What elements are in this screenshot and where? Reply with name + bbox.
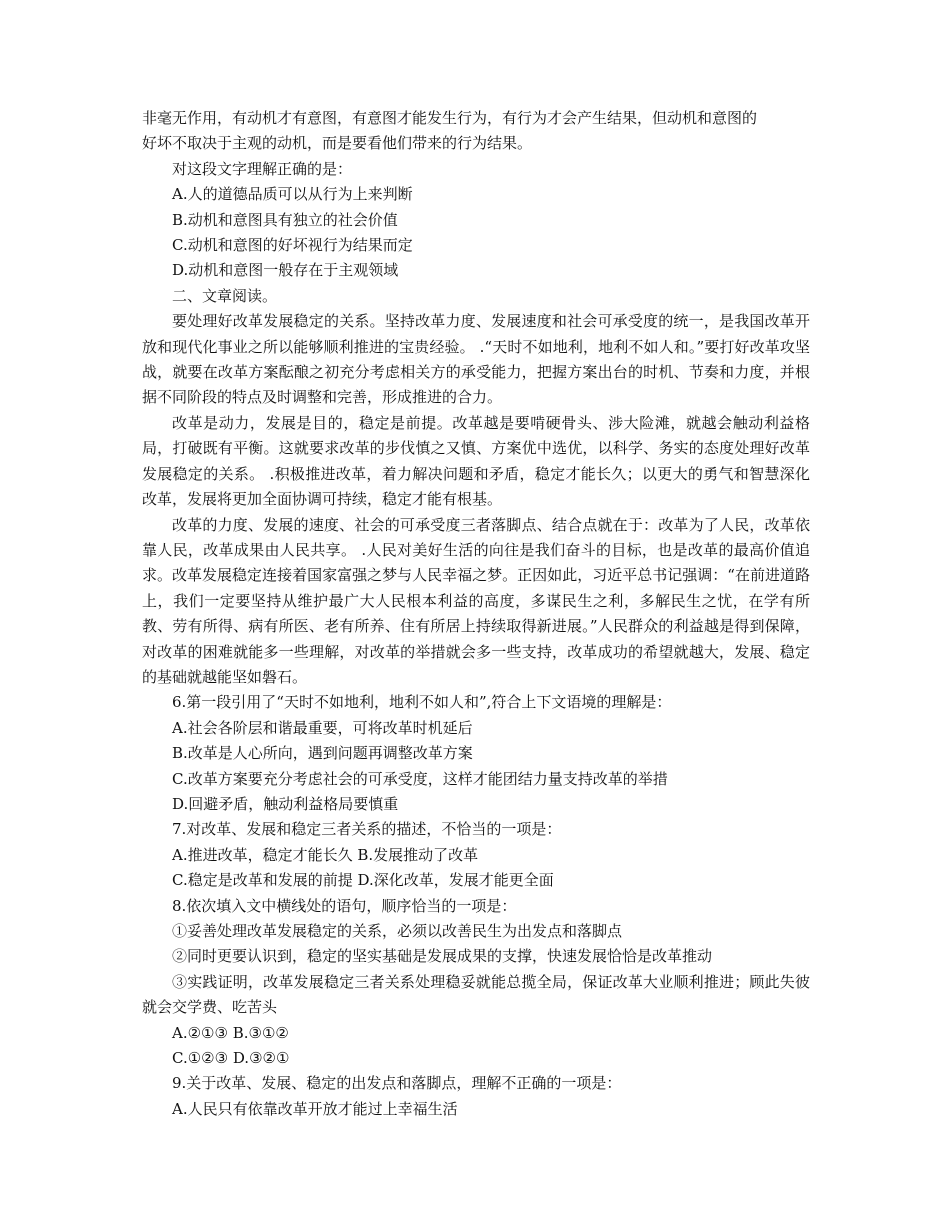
answer-option: A.推进改革，稳定才能长久 B.发展推动了改革 — [172, 845, 479, 864]
question-prompt: 对这段文字理解正确的是： — [172, 159, 353, 178]
statement-item: ②同时更要认识到，稳定的坚实基础是发展成果的支撑，快速发展恰恰是改革推动 — [172, 947, 713, 966]
question-7-prompt: 7.对改革、发展和稳定三者关系的描述，不恰当的一项是： — [172, 820, 562, 839]
answer-option: C.稳定是改革和发展的前提 D.深化改革，发展才能更全面 — [172, 871, 554, 890]
answer-option: C.改革方案要充分考虑社会的可承受度，这样才能团结力量支持改革的举措 — [172, 769, 668, 788]
article-paragraph: 要处理好改革发展稳定的关系。坚持改革力度、发展速度和社会可承受度的统一，是我国改革开放和现代化事业之所以能够顺利推进的宝贵经验。 .“天时不如地利，地利不如人和。”要打好改革攻坚战，就要在改革方案酝酿之初充分考虑相关方的承受能力，把握方案出台的时机、节奏和力度，并根据不同阶段的特点及时调整和完善，形成推进的合力。 — [142, 312, 810, 407]
statement-item: ①妥善处理改革发展稳定的关系，必须以改善民生为出发点和落脚点 — [172, 922, 623, 940]
answer-option: B.改革是人心所向，遇到问题再调整改革方案 — [172, 744, 473, 763]
answer-option: A.社会各阶层和谐最重要，可将改革时机延后 — [172, 718, 473, 737]
answer-option: A.人民只有依靠改革开放才能过上幸福生活 — [172, 1099, 458, 1118]
section-heading: 二、文章阅读。 — [172, 286, 278, 305]
article-paragraph: 改革是动力，发展是目的，稳定是前提。改革越是要啃硬骨头、涉大险滩，就越会触动利益格局，打破既有平衡。这就要求改革的步伐慎之又慎、方案优中选优，以科学、务实的态度处理好改革发展稳定的关系。 .积极推进改革，着力解决问题和矛盾，稳定才能长久；以更大的勇气和智慧深化改革，发展将更加全面协调可持续，稳定才能有根基。 — [142, 413, 810, 509]
intro-line: 非毫无作用，有动机才有意图，有意图才能发生行为，有行为才会产生结果，但动机和意图的 — [142, 109, 758, 127]
answer-option: D.动机和意图一般存在于主观领域 — [172, 261, 399, 280]
answer-option: A.②①③ B.③①② — [172, 1023, 289, 1042]
answer-option: C.①②③ D.③②① — [172, 1049, 290, 1068]
question-9-prompt: 9.关于改革、发展、稳定的出发点和落脚点，理解不正确的一项是： — [172, 1074, 622, 1093]
answer-option: B.动机和意图具有独立的社会价值 — [172, 210, 398, 229]
question-6-prompt: 6.第一段引用了“天时不如地利，地利不如人和”,符合上下文语境的理解是： — [172, 693, 672, 712]
answer-option: A.人的道德品质可以从行为上来判断 — [172, 185, 413, 204]
intro-line: 好坏不取决于主观的动机，而是要看他们带来的行为结果。 — [142, 134, 533, 153]
article-paragraph: 改革的力度、发展的速度、社会的可承受度三者落脚点、结合点就在于：改革为了人民，改革依靠人民，改革成果由人民共享。 .人民对美好生活的向往是我们奋斗的目标，也是改革的最高价值追求。改革发展稳定连接着国家富强之梦与人民幸福之梦。正因如此，习近平总书记强调：“在前进道路上，我们一定要坚持从维护最广大人民根本利益的高度，多谋民生之利，多解民生之忧，在学有所教、劳有所得、病有所医、老有所养、住有所居上持续取得新进展。”人民群众的利益越是得到保障，对改革的困难就能多一些理解，对改革的举措就会多一些支持，改革成功的希望就越大，发展、稳定的基础就越能坚如磐石。 — [142, 515, 810, 686]
document-page — [142, 106, 810, 1122]
statement-item: ③实践证明，改革发展稳定三者关系处理稳妥就能总揽全局，保证改革大业顺利推进；顾此失彼就会交学费、吃苦头 — [142, 972, 810, 1017]
answer-option: D.回避矛盾，触动利益格局要慎重 — [172, 794, 399, 813]
question-8-prompt: 8.依次填入文中横线处的语句，顺序恰当的一项是： — [172, 896, 517, 915]
answer-option: C.动机和意图的好坏视行为结果而定 — [172, 236, 413, 255]
